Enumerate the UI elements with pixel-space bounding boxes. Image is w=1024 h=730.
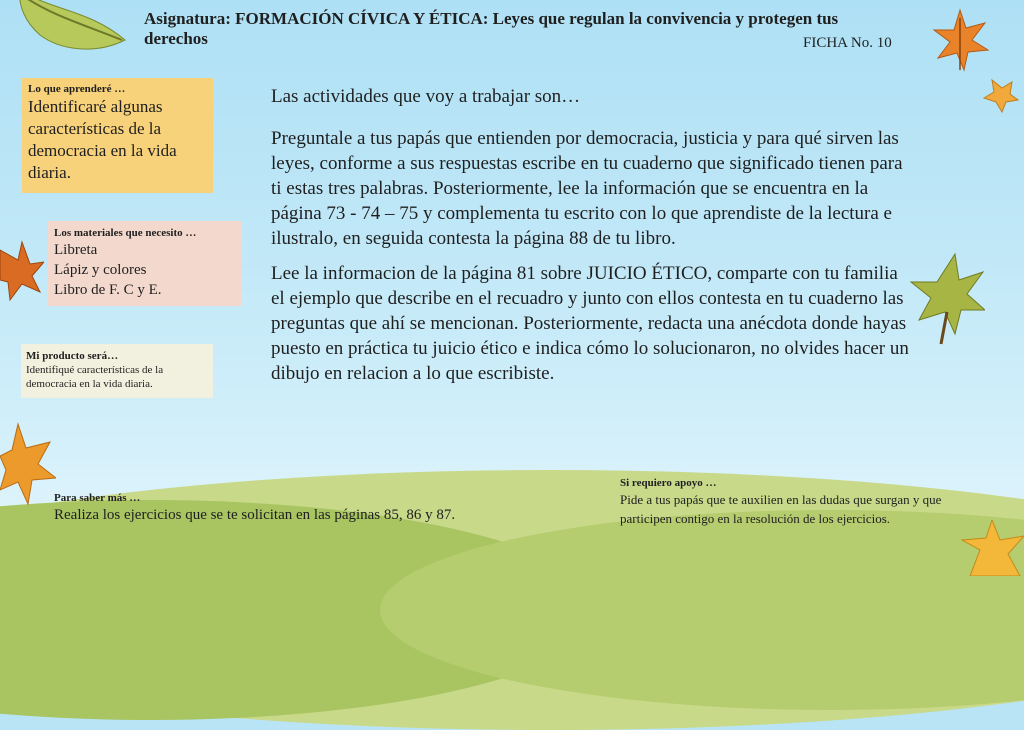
leaf-icon bbox=[10, 0, 130, 70]
product-label: Mi producto será… bbox=[26, 350, 119, 362]
leaf-icon bbox=[930, 8, 990, 78]
ficha-number: FICHA No. 10 bbox=[803, 35, 892, 51]
learning-goal-text: Identificaré algunas características de la democracia en la vida diaria. bbox=[28, 97, 177, 182]
learn-more-text: Realiza los ejercicios que se te solicitan en las páginas 85, 86 y 87. bbox=[54, 507, 456, 523]
materials-item: Lápiz y colores bbox=[54, 262, 147, 278]
activities-section bbox=[271, 84, 911, 386]
learn-more-label: Para saber más … bbox=[54, 492, 141, 504]
product-box bbox=[21, 344, 213, 398]
support-label: Si requiero apoyo … bbox=[620, 477, 717, 489]
page-title: Asignatura: FORMACIÓN CÍVICA Y ÉTICA: Leyes que regulan la convivencia y protegen tus derechos bbox=[144, 9, 839, 48]
materials-box bbox=[48, 221, 241, 306]
product-text: Identifiqué características de la democracia en la vida diaria. bbox=[26, 364, 164, 390]
learning-goal-label: Lo que aprenderé … bbox=[28, 83, 126, 95]
support-text: Pide a tus papás que te auxilien en las dudas que surgan y que participen contigo en la resolución de los ejercicios. bbox=[620, 492, 942, 526]
activity-paragraph-1: Preguntale a tus papás que entienden por democracia, justicia y para qué sirven las leyes, conforme a sus respuestas escribe en tu cuaderno que significado tienen para ti estas tres palabras. Posteriormente, lee la información que se encuentra en la página 73 - 74 – 75 y complementa tu escrito con lo que aprendiste de la lectura e ilustralo, en seguida contesta la página 88 de tu libro. bbox=[271, 128, 903, 249]
activity-paragraph-2: Lee la informacion de la página 81 sobre JUICIO ÉTICO, comparte con tu familia el ejemplo que describe en el recuadro y junto con ellos contesta en tu cuaderno las preguntas que ahí se mencionan. Posteriormente, redacta una anécdota donde hayas puesto en práctica tu juicio ético e indica cómo lo solucionaron, no olvides hacer un dibujo en relacion a lo que escribiste. bbox=[271, 263, 909, 384]
activities-heading: Las actividades que voy a trabajar son… bbox=[271, 86, 581, 107]
leaf-icon bbox=[960, 520, 1024, 576]
materials-item: Libro de F. C y E. bbox=[54, 282, 162, 298]
materials-label: Los materiales que necesito … bbox=[54, 227, 197, 239]
leaf-icon bbox=[980, 78, 1020, 114]
learning-goal-box bbox=[22, 78, 213, 193]
materials-item: Libreta bbox=[54, 242, 98, 258]
support-section bbox=[620, 476, 980, 528]
learn-more-section bbox=[54, 491, 474, 526]
leaf-icon bbox=[0, 240, 44, 304]
leaf-icon bbox=[905, 252, 985, 347]
leaf-icon bbox=[0, 420, 56, 510]
